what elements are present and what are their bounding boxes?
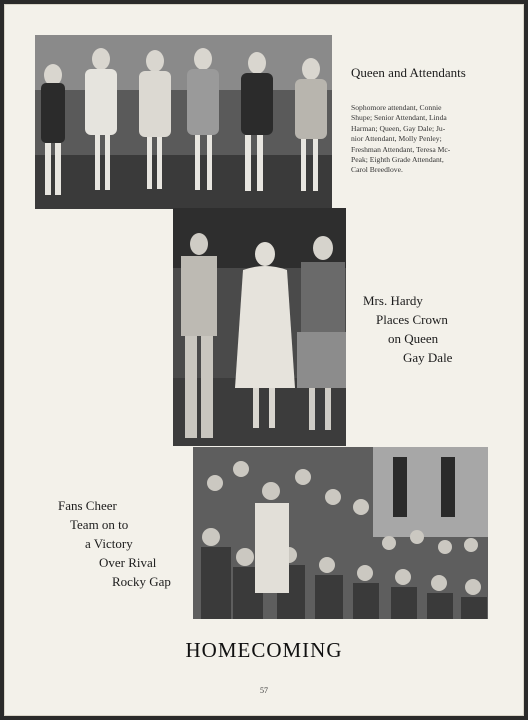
caption-line: Mrs. Hardy bbox=[363, 293, 423, 308]
caption-line: Rocky Gap bbox=[112, 574, 171, 589]
queen-attendants-photo bbox=[35, 35, 332, 209]
caption-line: Freshman Attendant, Teresa Mc- bbox=[351, 144, 451, 154]
photo-icon bbox=[173, 208, 346, 446]
caption-line: a Victory bbox=[85, 536, 133, 551]
caption-line: Harman; Queen, Gay Dale; Ju- bbox=[351, 123, 446, 133]
photo-icon bbox=[193, 447, 488, 619]
crowning-photo bbox=[173, 208, 346, 446]
queen-heading: Queen and Attendants bbox=[351, 65, 466, 80]
caption-line: Peak; Eighth Grade Attendant, bbox=[351, 155, 444, 165]
caption-line: nior Attendant, Molly Penley; bbox=[351, 134, 442, 144]
caption-line: on Queen bbox=[388, 331, 439, 346]
caption-line: Places Crown bbox=[376, 312, 448, 327]
yearbook-page bbox=[4, 4, 524, 716]
photo-icon bbox=[35, 35, 332, 209]
page-number: 57 bbox=[260, 686, 268, 695]
caption-line: Carol Breedlove. bbox=[351, 165, 403, 175]
page-title: HOMECOMING bbox=[185, 638, 343, 662]
caption-line: Over Rival bbox=[99, 555, 157, 570]
caption-line: Fans Cheer bbox=[58, 498, 117, 513]
caption-line: Gay Dale bbox=[403, 350, 453, 365]
queen-caption bbox=[351, 103, 501, 176]
caption-line: Team on to bbox=[70, 517, 129, 532]
caption-line: Shupe; Senior Attendant, Linda bbox=[351, 113, 447, 123]
fans-photo bbox=[193, 447, 488, 619]
caption-line: Sophomore attendant, Connie bbox=[351, 103, 442, 112]
